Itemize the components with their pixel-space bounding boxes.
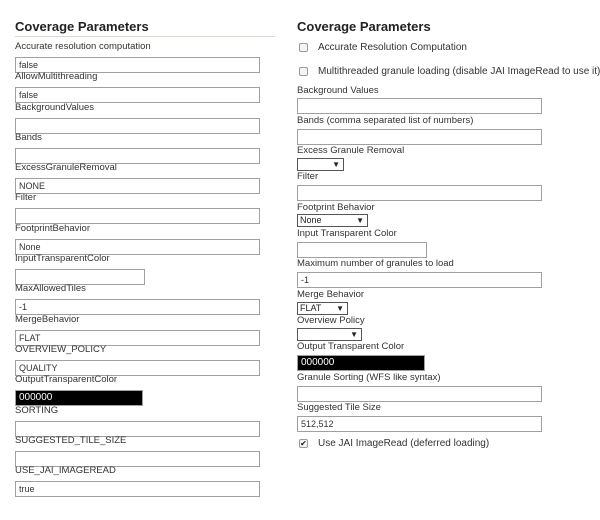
check-icon: ✔ bbox=[300, 439, 307, 448]
chevron-down-icon: ▼ bbox=[350, 330, 358, 339]
accurate-resolution-label: Accurate Resolution Computation bbox=[318, 42, 467, 53]
left-field-overview-policy bbox=[15, 344, 275, 374]
left-field-output-transparent-color bbox=[15, 374, 275, 404]
excess-granule-removal-select[interactable] bbox=[297, 158, 344, 171]
max-allowed-tiles-input[interactable]: -1 bbox=[15, 299, 260, 315]
output-transparent-color-input[interactable]: 000000 bbox=[297, 355, 425, 371]
left-field-bands bbox=[15, 132, 275, 162]
field-label: MergeBehavior bbox=[15, 313, 80, 325]
accurate-resolution-input[interactable]: false bbox=[15, 57, 260, 73]
accurate-resolution-row bbox=[299, 42, 467, 53]
left-field-excess-granule-removal bbox=[15, 162, 275, 192]
accurate-resolution-checkbox[interactable] bbox=[299, 43, 308, 52]
left-panel bbox=[15, 0, 275, 495]
background-values-input[interactable] bbox=[297, 98, 542, 114]
overview-policy-label: Overview Policy bbox=[297, 315, 365, 326]
overview-policy-input[interactable]: QUALITY bbox=[15, 360, 260, 376]
field-label: BackgroundValues bbox=[15, 101, 95, 113]
left-field-footprint-behavior bbox=[15, 223, 275, 253]
chevron-down-icon: ▼ bbox=[332, 160, 340, 169]
bands-label: Bands (comma separated list of numbers) bbox=[297, 115, 474, 126]
use-jai-imageread-input[interactable]: true bbox=[15, 481, 260, 497]
field-label: SUGGESTED_TILE_SIZE bbox=[15, 434, 127, 446]
max-granules-input[interactable]: -1 bbox=[297, 272, 542, 288]
left-field-use-jai-imageread bbox=[15, 465, 275, 495]
footprint-behavior-select[interactable] bbox=[297, 214, 368, 227]
field-label: InputTransparentColor bbox=[15, 253, 110, 265]
overview-policy-select[interactable] bbox=[297, 328, 362, 341]
granule-sorting-label: Granule Sorting (WFS like syntax) bbox=[297, 372, 441, 383]
background-values-label: Background Values bbox=[297, 85, 379, 96]
excess-granule-removal-input[interactable]: NONE bbox=[15, 178, 260, 194]
left-field-accurate-resolution bbox=[15, 41, 275, 71]
excess-granule-removal-label: Excess Granule Removal bbox=[297, 145, 405, 156]
right-panel-title: Coverage Parameters bbox=[297, 19, 431, 34]
allow-multithreading-input[interactable]: false bbox=[15, 87, 260, 103]
field-label: OVERVIEW_POLICY bbox=[15, 343, 107, 355]
left-field-background-values bbox=[15, 102, 275, 132]
filter-label: Filter bbox=[297, 171, 319, 182]
input-transparent-color-label: Input Transparent Color bbox=[297, 228, 397, 239]
left-field-suggested-tile-size bbox=[15, 435, 275, 465]
field-label: FootprintBehavior bbox=[15, 222, 90, 234]
left-field-max-allowed-tiles bbox=[15, 283, 275, 313]
merge-behavior-value: FLAT bbox=[300, 303, 322, 313]
left-field-merge-behavior bbox=[15, 314, 275, 344]
field-label: MaxAllowedTiles bbox=[15, 283, 86, 295]
left-panel-title: Coverage Parameters bbox=[15, 19, 275, 37]
left-field-allow-multithreading bbox=[15, 71, 275, 101]
suggested-tile-size-label: Suggested Tile Size bbox=[297, 402, 381, 413]
multithreaded-checkbox[interactable] bbox=[299, 67, 308, 76]
chevron-down-icon: ▼ bbox=[356, 216, 364, 225]
chevron-down-icon: ▼ bbox=[336, 304, 344, 313]
left-field-sorting bbox=[15, 405, 275, 435]
bands-input[interactable] bbox=[297, 129, 542, 145]
footprint-behavior-input[interactable]: None bbox=[15, 239, 260, 255]
left-field-input-transparent-color bbox=[15, 253, 275, 283]
granule-sorting-input[interactable] bbox=[297, 386, 542, 402]
use-jai-imageread-checkbox[interactable] bbox=[299, 439, 308, 448]
output-transparent-color-label: Output Transparent Color bbox=[297, 341, 405, 352]
max-granules-label: Maximum number of granules to load bbox=[297, 258, 454, 269]
merge-behavior-input[interactable]: FLAT bbox=[15, 330, 260, 346]
field-label: Bands bbox=[15, 131, 42, 143]
use-jai-imageread-row bbox=[299, 438, 489, 449]
left-field-filter bbox=[15, 192, 275, 222]
field-label: Filter bbox=[15, 192, 37, 204]
field-label: Accurate resolution computation bbox=[15, 41, 151, 52]
footprint-behavior-value: None bbox=[300, 215, 322, 225]
merge-behavior-label: Merge Behavior bbox=[297, 289, 365, 300]
suggested-tile-size-input[interactable]: 512,512 bbox=[297, 416, 542, 432]
multithreaded-label: Multithreaded granule loading (disable JAI ImageRead to use it) bbox=[318, 66, 600, 77]
field-label: ExcessGranuleRemoval bbox=[15, 162, 117, 174]
field-label: SORTING bbox=[15, 404, 59, 416]
filter-input[interactable] bbox=[297, 185, 542, 201]
right-panel bbox=[297, 0, 600, 520]
field-label: USE_JAI_IMAGEREAD bbox=[15, 465, 116, 477]
input-transparent-color-input[interactable] bbox=[297, 242, 427, 258]
field-label: OutputTransparentColor bbox=[15, 374, 118, 386]
multithreaded-row bbox=[299, 66, 600, 77]
footprint-behavior-label: Footprint Behavior bbox=[297, 202, 375, 213]
field-label: AllowMultithreading bbox=[15, 71, 98, 83]
output-transparent-color-input[interactable]: 000000 bbox=[15, 390, 143, 406]
merge-behavior-select[interactable] bbox=[297, 302, 348, 315]
use-jai-imageread-label: Use JAI ImageRead (deferred loading) bbox=[318, 438, 490, 449]
